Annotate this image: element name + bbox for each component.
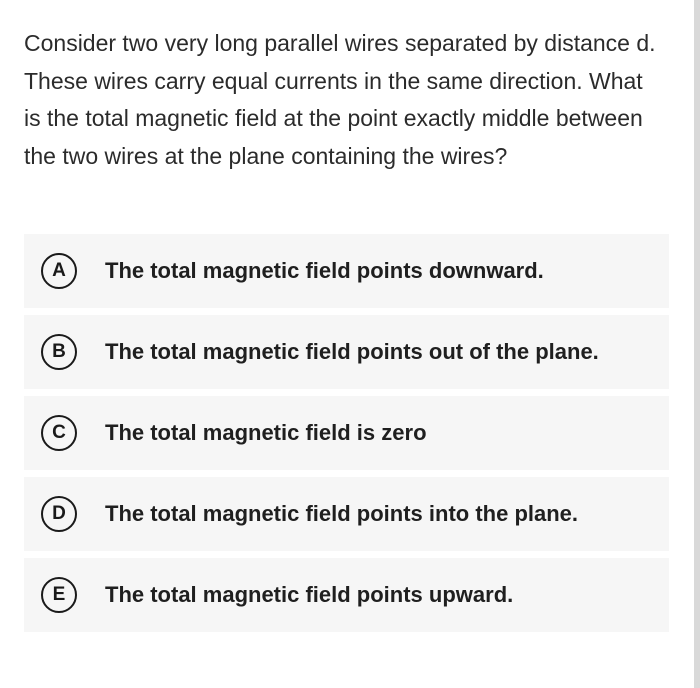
option-d[interactable] bbox=[24, 477, 669, 551]
option-b-letter-badge: B bbox=[41, 334, 77, 370]
page-edge-divider bbox=[694, 0, 700, 688]
option-c[interactable] bbox=[24, 396, 669, 470]
option-c-text: The total magnetic field is zero bbox=[105, 420, 427, 445]
option-d-text: The total magnetic field points into the plane. bbox=[105, 501, 579, 526]
option-e[interactable] bbox=[24, 558, 669, 632]
option-d-letter-badge: D bbox=[41, 496, 77, 532]
option-b-text: The total magnetic field points out of the plane. bbox=[105, 339, 599, 364]
option-c-letter-badge: C bbox=[41, 415, 77, 451]
option-a[interactable] bbox=[24, 234, 669, 308]
option-a-letter-badge: A bbox=[41, 253, 77, 289]
option-a-text: The total magnetic field points downward. bbox=[105, 258, 544, 283]
question-text: Consider two very long parallel wires separated by distance d. These wires carry equal currents in the same direction. What is the total magnetic field at the point exactly middle between the two wires at the plane containing the wires? bbox=[24, 30, 656, 169]
answer-options-list bbox=[24, 234, 669, 639]
option-b[interactable] bbox=[24, 315, 669, 389]
option-e-text: The total magnetic field points upward. bbox=[105, 582, 514, 607]
option-e-letter-badge: E bbox=[41, 577, 77, 613]
